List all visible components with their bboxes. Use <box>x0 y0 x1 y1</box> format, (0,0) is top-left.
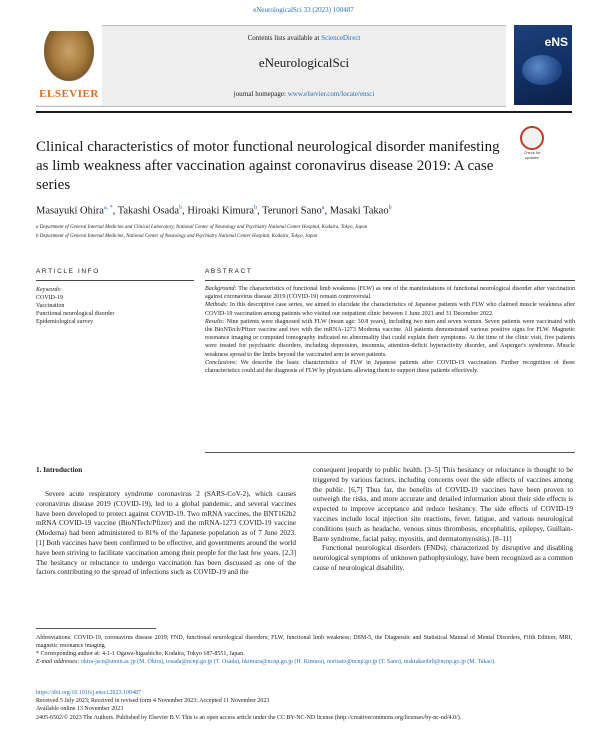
article-info-heading: ARTICLE INFO <box>36 268 100 275</box>
author-name[interactable]: Hiroaki Kimura <box>187 205 255 217</box>
license-note[interactable]: 2405-6502/© 2023 The Authors. Published by Elsevier B.V. This is an open access article under the CC BY-NC-ND license (http://creativecommons.org/licenses/by-nc-nd/4.0/). <box>36 714 462 721</box>
corresponding-author-note: * Corresponding author at: 4-1-1 Ogawa-higashicho, Kodaira, Tokyo 187-8551, Japan. <box>36 651 245 657</box>
brain-icon <box>522 55 562 85</box>
keyword-item: COVID-19 <box>36 295 63 301</box>
abstract-methods-label: Methods: <box>205 302 229 309</box>
affiliation-a: a Department of General Internal Medicine and Clinical Laboratory, National Center of Neurology and Psychiatry National Center Hospital, Kodaira, Tokyo, Japan <box>36 225 368 230</box>
footnotes <box>36 634 572 666</box>
abstract-rule <box>205 280 575 281</box>
homepage-prefix: journal homepage: <box>233 90 288 98</box>
intro-paragraph: consequent jeopardy to public health. [3–5] This hesitancy or reluctance is thought to be triggered by various factors, including concerns over the side effects of vaccines among the public. [6,7] Thus far, the benefits of COVID-19 vaccines have been proven to outweigh the risks, and more accurate and detailed information about their side effects is expected to improve acceptance and reduce hesitancy. The side effects of COVID-19 vaccines include local injection site reactions, fever, fatigue, and various neurological conditions (such as headache, venous sinus thrombosis, encephalitis, epilepsy, Guillain-Barre syndrome, facial palsy, myositis, and dermatomyositis). [8–11] <box>313 466 573 543</box>
abstract-results-label: Results: <box>205 318 225 325</box>
article-info-rule <box>36 280 194 281</box>
keyword-item: Epidemiological survey <box>36 319 94 325</box>
author-affiliation-marker[interactable]: a, * <box>103 205 113 211</box>
journal-cover[interactable] <box>514 25 572 105</box>
introduction-heading: 1. Introduction <box>36 466 83 474</box>
email-note <box>36 658 572 666</box>
abstract-heading: ABSTRACT <box>205 268 253 275</box>
keyword-item: Vaccination <box>36 303 65 309</box>
abstract-methods <box>205 301 575 317</box>
publisher-logo[interactable] <box>36 25 102 105</box>
author-affiliation-marker[interactable]: a <box>321 205 325 211</box>
sciencedirect-link[interactable]: ScienceDirect <box>321 34 361 42</box>
author-affiliation-marker[interactable]: b <box>388 205 392 211</box>
received-dates: Received 5 July 2023; Received in revised form 4 November 2023; Accepted 11 November 2023 <box>36 698 270 705</box>
keywords-block <box>36 286 196 326</box>
author-name[interactable]: Masayuki Ohira <box>36 205 104 217</box>
check-updates-icon <box>520 126 544 150</box>
abstract-conclusions-label: Conclusions: <box>205 359 238 366</box>
intro-left-column <box>36 490 296 578</box>
abstract-background-text: The characteristics of functional limb weakness (FLW) as one of the manifestations of functional neurological disorder after vaccination against coronavirus disease 2019 (COVID-19) remain controversial. <box>205 286 575 301</box>
abstract-methods-text: In this descriptive case series, we aimed to elucidate the characteristics of Japanese patients with FLW who claimed muscle weakness after COVID-19 vaccination among patients who visited our outpatient clinic between 1 June 2021 and 31 December 2022. <box>205 302 575 317</box>
intro-paragraph: Severe acute respiratory syndrome coronavirus 2 (SARS-CoV-2), which causes coronavirus disease 2019 (COVID-19), led to a global pandemic, and several vaccines have been developed to protect against COVID-19. Two mRNA vaccines, the BNT162b2 mRNA COVID-19 vaccine (BioNTech/Pfizer) and the mRNA-1273 COVID-19 vaccine (Moderna) had been administered to 81% of the Japanese population as of 7 June 2023. [1] Both vaccines have been confirmed to be effective, and governments around the world have been striving to facilitate vaccination among their people for the last few years. [2,3] The hesitancy or reluctance to undergo vaccination has been discussed as one of the factors contributing to the spread of infections such as COVID-19 and the <box>36 490 296 577</box>
publisher-name: ELSEVIER <box>39 88 99 100</box>
cover-title: eNS <box>544 35 568 49</box>
abbreviations-note: Abbreviations: COVID-19, coronavirus disease 2019; FND, functional neurological disorders; FLW, functional limb weakness; DSM-5, the Diagnostic and Statistical Manual of Mental Disorders, Fifth Edition; MRI, magnetic resonance imaging. <box>36 635 572 649</box>
abstract-background <box>205 285 575 301</box>
keyword-item: Functional neurological disorder <box>36 311 115 317</box>
abstract-conclusions <box>205 359 575 375</box>
doi-link[interactable]: https://doi.org/10.1016/j.ensci.2023.100487 <box>36 690 142 696</box>
author-name[interactable]: Masaki Takao <box>329 205 389 217</box>
homepage-link[interactable]: www.elsevier.com/locate/ensci <box>287 90 375 98</box>
author-list: Masayuki Ohira$^{a, *}$, Takashi Osada$^b$, Hiroaki Kimura$^b$, Terunori Sano$^a$, Masaki Takao$^b$ <box>36 205 392 217</box>
publication-info <box>36 689 572 722</box>
affiliation-b: b Department of General Internal Medicine, National Center of Neurology and Psychiatry National Center Hospital, Kodaira, Tokyo, Japan <box>36 234 318 239</box>
intro-right-column <box>313 466 573 574</box>
abstract-results <box>205 318 575 359</box>
email-addresses[interactable]: ohira-jscn@umin.ac.jp (M. Ohira), tosada@ncnp.go.jp (T. Osada), hkimura@ncnp.go.jp (H. Kimura), norisato@ncnp.go.jp (T. Sano), msktakaobrb@ncnp.go.jp (M. Takao). <box>80 659 496 665</box>
keywords-label: Keywords: <box>36 287 62 293</box>
author-name[interactable]: Terunori Sano <box>262 205 322 217</box>
homepage-line <box>102 90 506 98</box>
author-name[interactable]: Takashi Osada <box>117 205 180 217</box>
journal-title: eNeurologicalSci <box>258 55 350 70</box>
abstract-conclusions-text: We describe the basic characteristics of FLW in Japanese patients after COVID-19 vaccination. Further recognition of these characteristics could aid the diagnosis of FLW by physicians allowing them to support these patients effectively. <box>205 359 575 375</box>
abstract-end-rule <box>205 452 575 453</box>
check-updates-label: Check for updates <box>523 150 541 160</box>
contents-line <box>102 34 506 42</box>
journal-reference[interactable]: eNeurologicalSci 33 (2023) 100487 <box>253 6 354 14</box>
intro-paragraph: Functional neurological disorders (FNDs), characterized by disruptive and disabling neurological symptoms of unknown pathophysiology, have been recognized as a common cause of neurological disability. <box>313 544 573 572</box>
tree-icon <box>44 31 94 81</box>
abstract-body <box>205 285 575 375</box>
contents-prefix: Contents lists available at <box>247 34 322 42</box>
check-for-updates-button[interactable] <box>517 126 547 158</box>
abstract-background-label: Background: <box>205 286 237 292</box>
available-online: Available online 13 November 2023 <box>36 706 124 713</box>
author-affiliation-marker[interactable]: b <box>179 205 183 211</box>
abstract-results-text: Nine patients were diagnosed with FLW (mean age: 30.8 years), including two men and seven women. Seven patients were vaccinated with the BioNTech/Pfizer vaccine and two with the mRNA-1273 Moderna vaccine. All patients demonstrated various positive signs for FLW. Magnetic resonance imaging or computed tomography indicated no abnormality that could explain their symptoms. At the time of the clinic visit, five patients were treated for psychiatric disorders, including depression, insomnia, attention-deficit hyperactivity disorder, and Asperger's syndrome. Muscle weakness spread to the limbs beyond the vaccinated arm in seven patients. <box>205 318 575 358</box>
author-affiliation-marker[interactable]: b <box>254 205 258 211</box>
footnote-rule <box>36 628 156 629</box>
email-label: E-mail addresses: <box>36 659 80 665</box>
article-title: Clinical characteristics of motor functional neurological disorder manifesting as limb weakness after vaccination against coronavirus disease 2019: A case series <box>36 139 500 193</box>
header-divider <box>36 111 572 113</box>
